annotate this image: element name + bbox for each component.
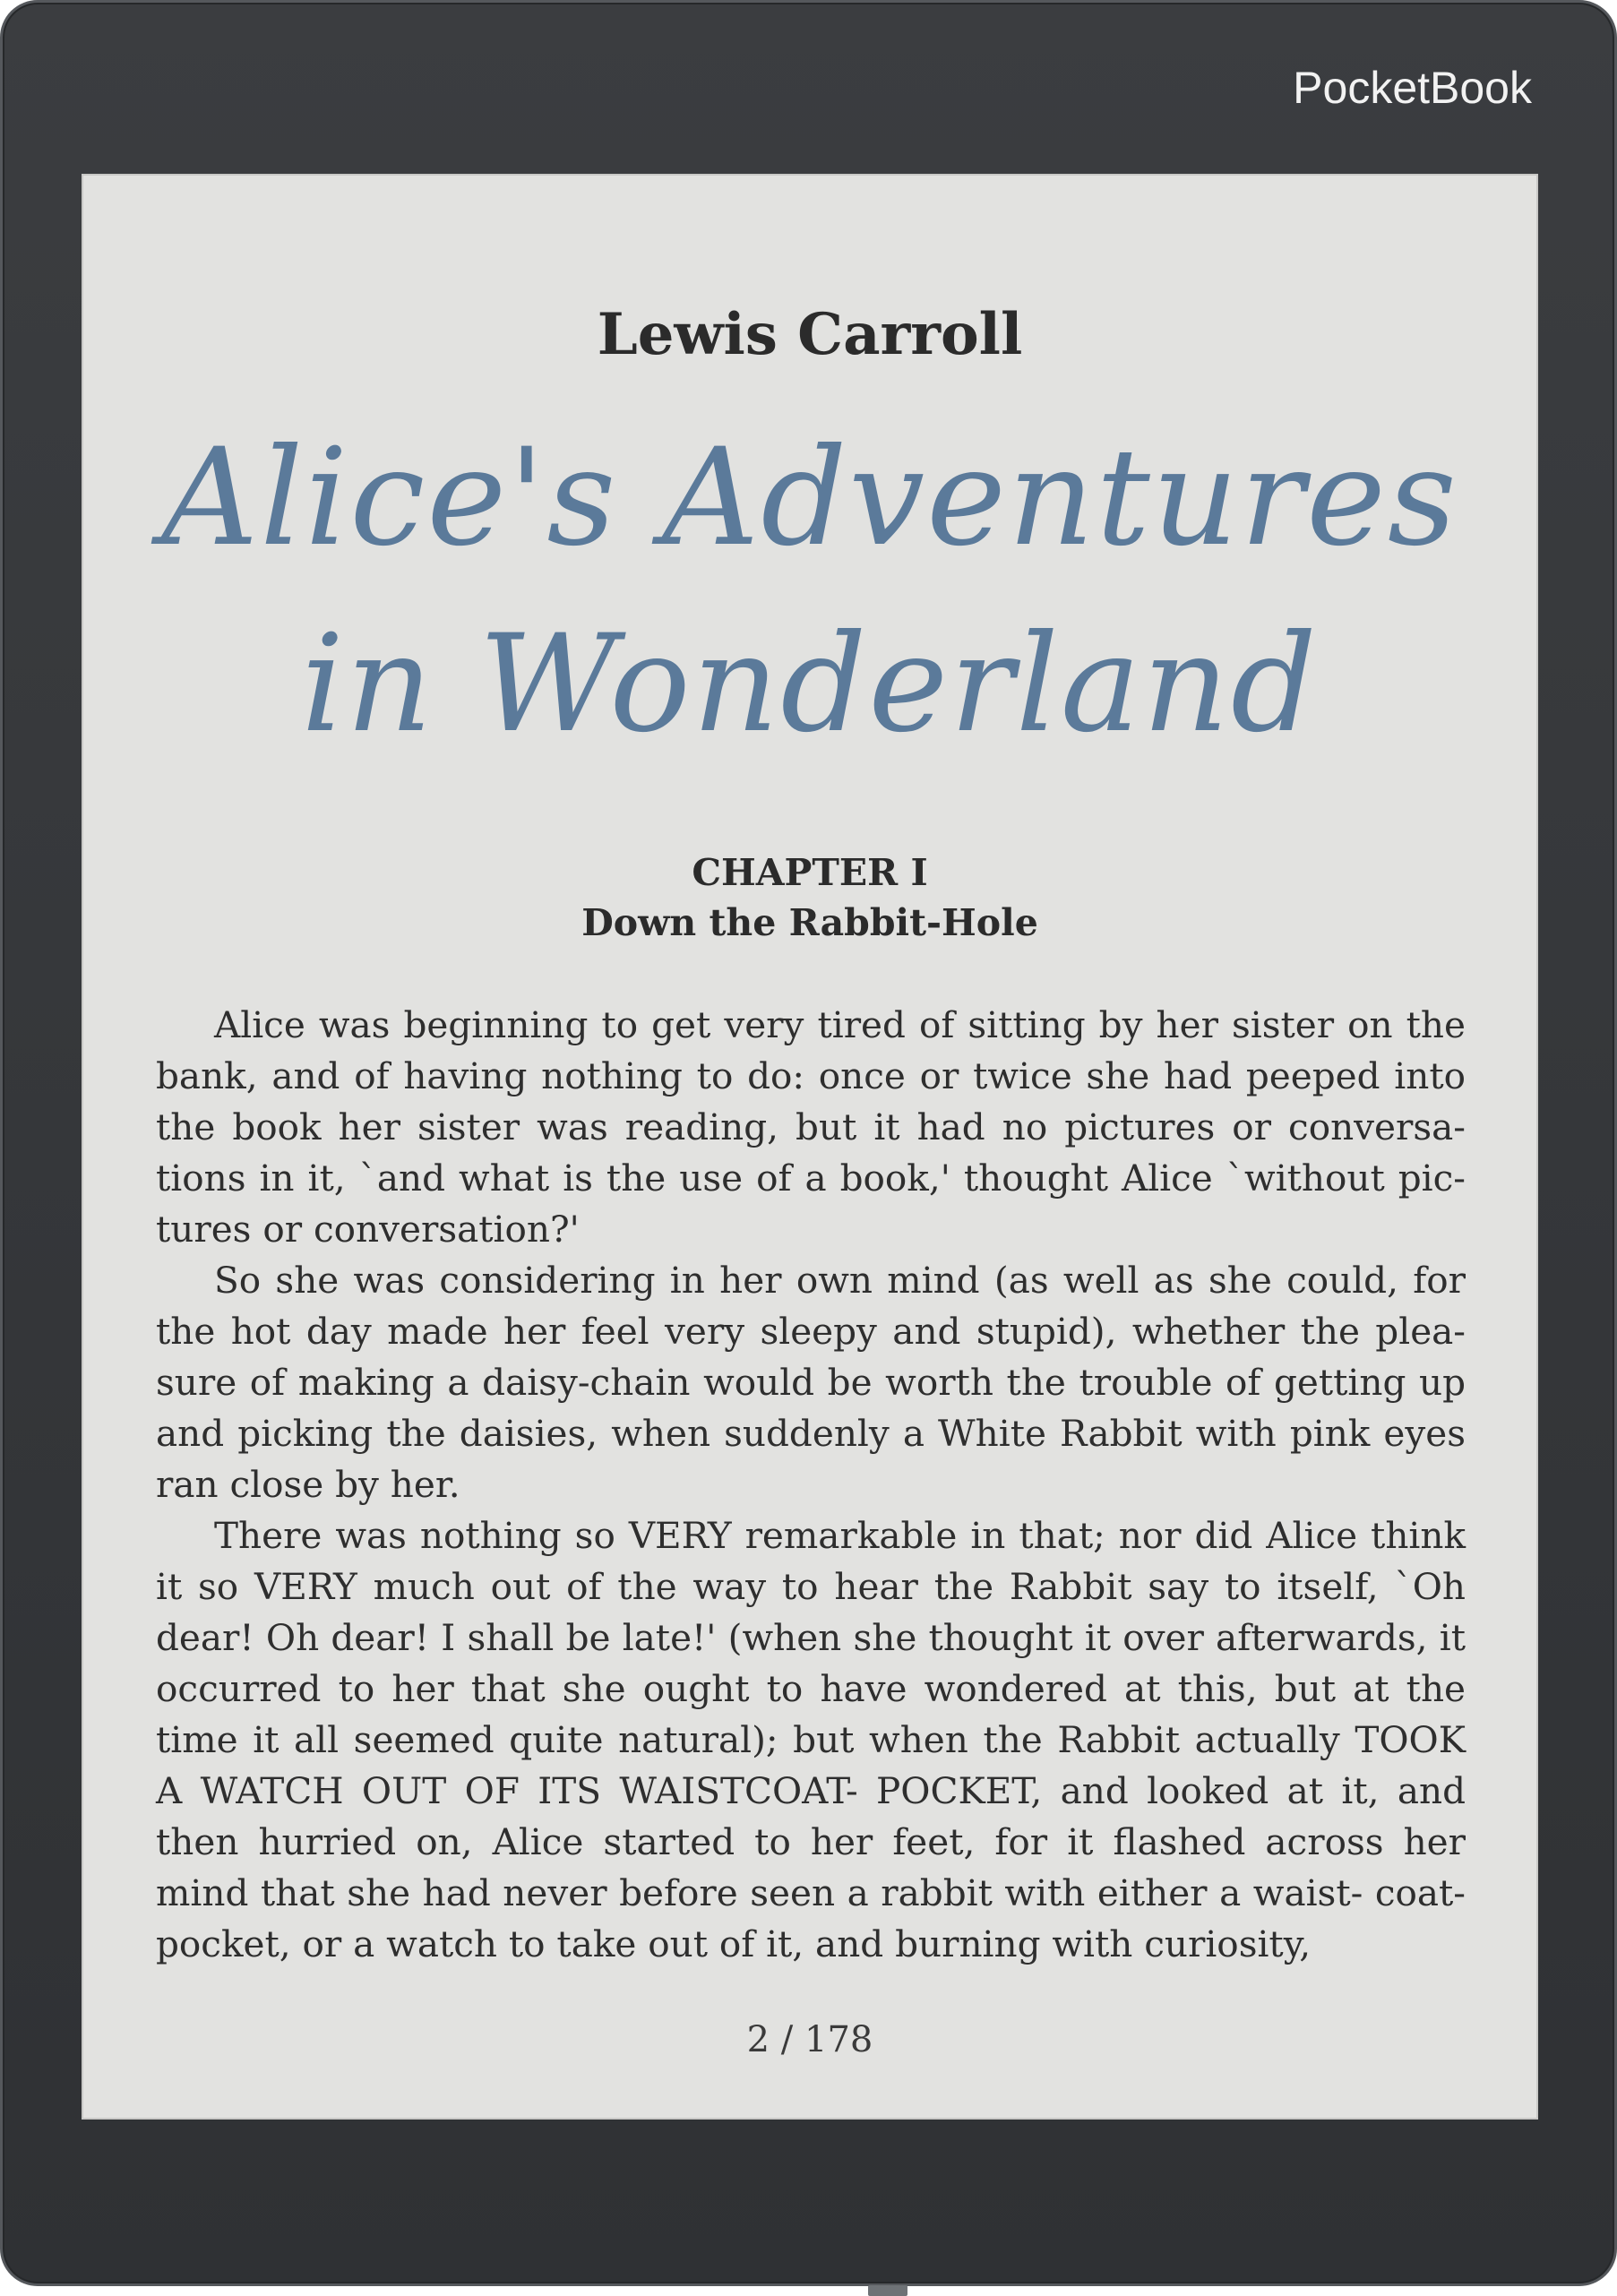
paragraph: Alice was beginning to get very tired of sitting by her sister on the bank, and of having nothing to do: once or twice she had peeped into the book her sister was reading, but it had no pictures or conversa- tions in it, `and what is the use of a book,' thought Alice `without pic- tures or conversation?' xyxy=(156,1003,1466,1251)
chapter-number: CHAPTER I xyxy=(692,851,928,894)
reading-screen[interactable] xyxy=(82,174,1538,2120)
paragraph: There was nothing so VERY remarkable in that; nor did Alice think it so VERY much out of the way to hear the Rabbit say to itself, `Oh dear! Oh dear! I shall be late!' (when she thought it over afterwards, it occurred to her that she ought to have wondered at this, but at the time it all seemed quite natural); but when the Rabbit actually TOOK A WATCH OUT OF ITS WAISTCOAT- POCKET, and looked at it, and then hurried on, Alice started to her feet, for it flashed across her mind that she had never before seen a rabbit with either a waist- coat-pocket, or a watch to take out of it, and burning with curiosity, xyxy=(156,1514,1466,1965)
power-button[interactable] xyxy=(868,2285,907,2296)
paragraph: So she was considering in her own mind (as well as she could, for the hot day made her feel very sleepy and stupid), whether the plea- sure of making a daisy-chain would be worth the trouble of getting up and picking the daisies, when suddenly a White Rabbit with pink eyes ran close by her. xyxy=(156,1259,1466,1506)
page-indicator: 2 / 178 xyxy=(746,2019,873,2060)
book-author: Lewis Carroll xyxy=(597,301,1023,368)
book-title xyxy=(82,405,1538,778)
brand-logo: PocketBook xyxy=(1293,63,1532,113)
page-body xyxy=(156,1000,1466,1970)
book-title-text: Alice's Adventures in Wonderland xyxy=(161,420,1458,762)
chapter-title: Down the Rabbit-Hole xyxy=(581,901,1038,944)
